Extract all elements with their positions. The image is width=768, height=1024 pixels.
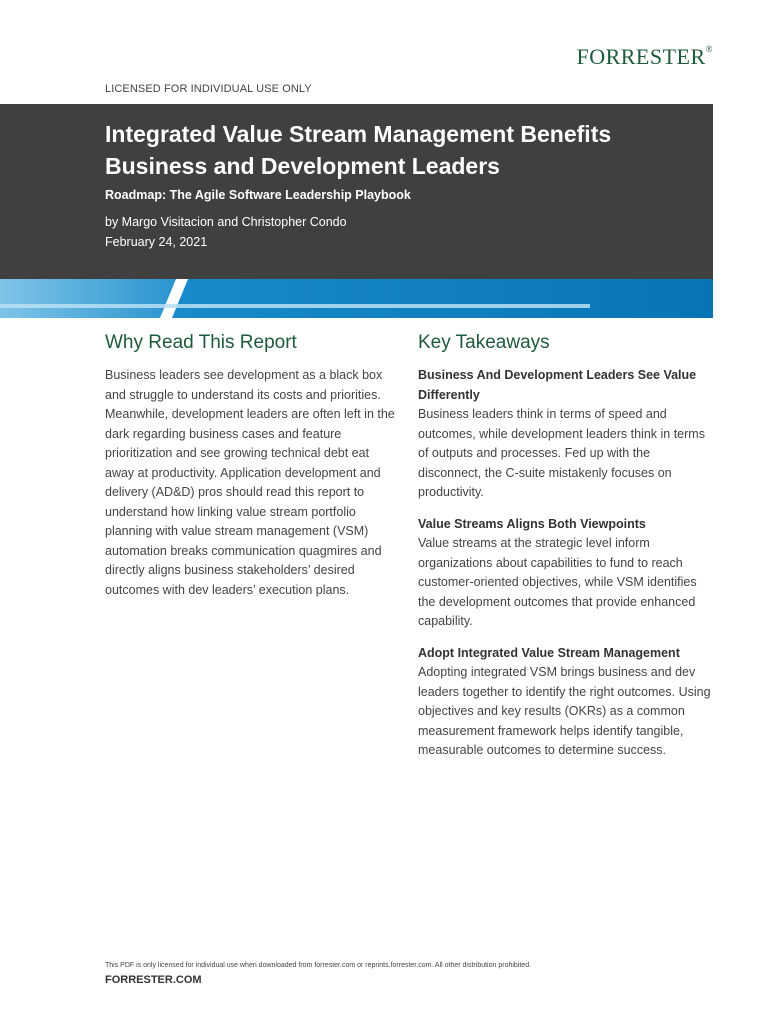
takeaway-body: Business leaders think in terms of speed and outcomes, while development leaders think in terms of outputs and processes. Fed up with the disconnect, the C-suite mistakenly focuses on productivity. [418, 407, 705, 499]
report-date: February 24, 2021 [105, 235, 208, 249]
key-takeaways-heading: Key Takeaways [418, 332, 550, 353]
takeaway-title: Adopt Integrated Value Stream Management [418, 645, 680, 660]
stripe-right-segment [172, 279, 713, 318]
takeaway-item [418, 366, 713, 503]
forrester-logo [576, 44, 713, 70]
stripe-highlight-line [0, 304, 590, 308]
why-read-body: Business leaders see development as a black box and struggle to understand its costs and priorities. Meanwhile, development leaders are often left in the dark regarding business cases and feature prioritization and see growing technical debt eat away at productivity. Application development and delivery (AD&D) pros should read this report to understand how linking value stream portfolio planning with value stream management (VSM) automation breaks communication quagmires and directly aligns business stakeholders’ desired outcomes with dev leaders’ execution plans. [105, 368, 395, 597]
report-title: Integrated Value Stream Management Benefits Business and Development Leaders [105, 121, 612, 179]
report-authors: by Margo Visitacion and Christopher Condo [105, 215, 347, 229]
title-banner [0, 104, 713, 279]
license-notice: LICENSED FOR INDIVIDUAL USE ONLY [105, 83, 312, 95]
stripe-left-segment [0, 279, 176, 318]
footer-site-link[interactable]: FORRESTER.COM [105, 974, 202, 986]
takeaway-title: Value Streams Aligns Both Viewpoints [418, 516, 646, 531]
logo-text: FORRESTER [576, 44, 706, 69]
report-subtitle: Roadmap: The Agile Software Leadership Playbook [105, 188, 411, 202]
takeaway-body: Adopting integrated VSM brings business and dev leaders together to identify the right outcomes. Using objectives and key results (OKRs) as a common measurement framework helps identify tangible, measurable outcomes to determine success. [418, 665, 711, 757]
why-read-section [105, 332, 395, 600]
registered-mark: ® [705, 44, 713, 54]
takeaway-item [418, 644, 713, 761]
takeaway-body: Value streams at the strategic level inform organizations about capabilities to fund to reach customer-oriented objectives, while VSM identifies the development outcomes that provide enhanced capability. [418, 536, 697, 628]
footer-license-note: This PDF is only licensed for individual use when downloaded from forrester.com or reprints.forrester.com. All other distribution prohibited. [105, 962, 532, 969]
key-takeaways-section [418, 332, 713, 773]
takeaway-item [418, 515, 713, 632]
takeaway-title: Business And Development Leaders See Value Differently [418, 368, 697, 402]
decorative-stripe [0, 279, 713, 318]
why-read-heading: Why Read This Report [105, 332, 297, 353]
